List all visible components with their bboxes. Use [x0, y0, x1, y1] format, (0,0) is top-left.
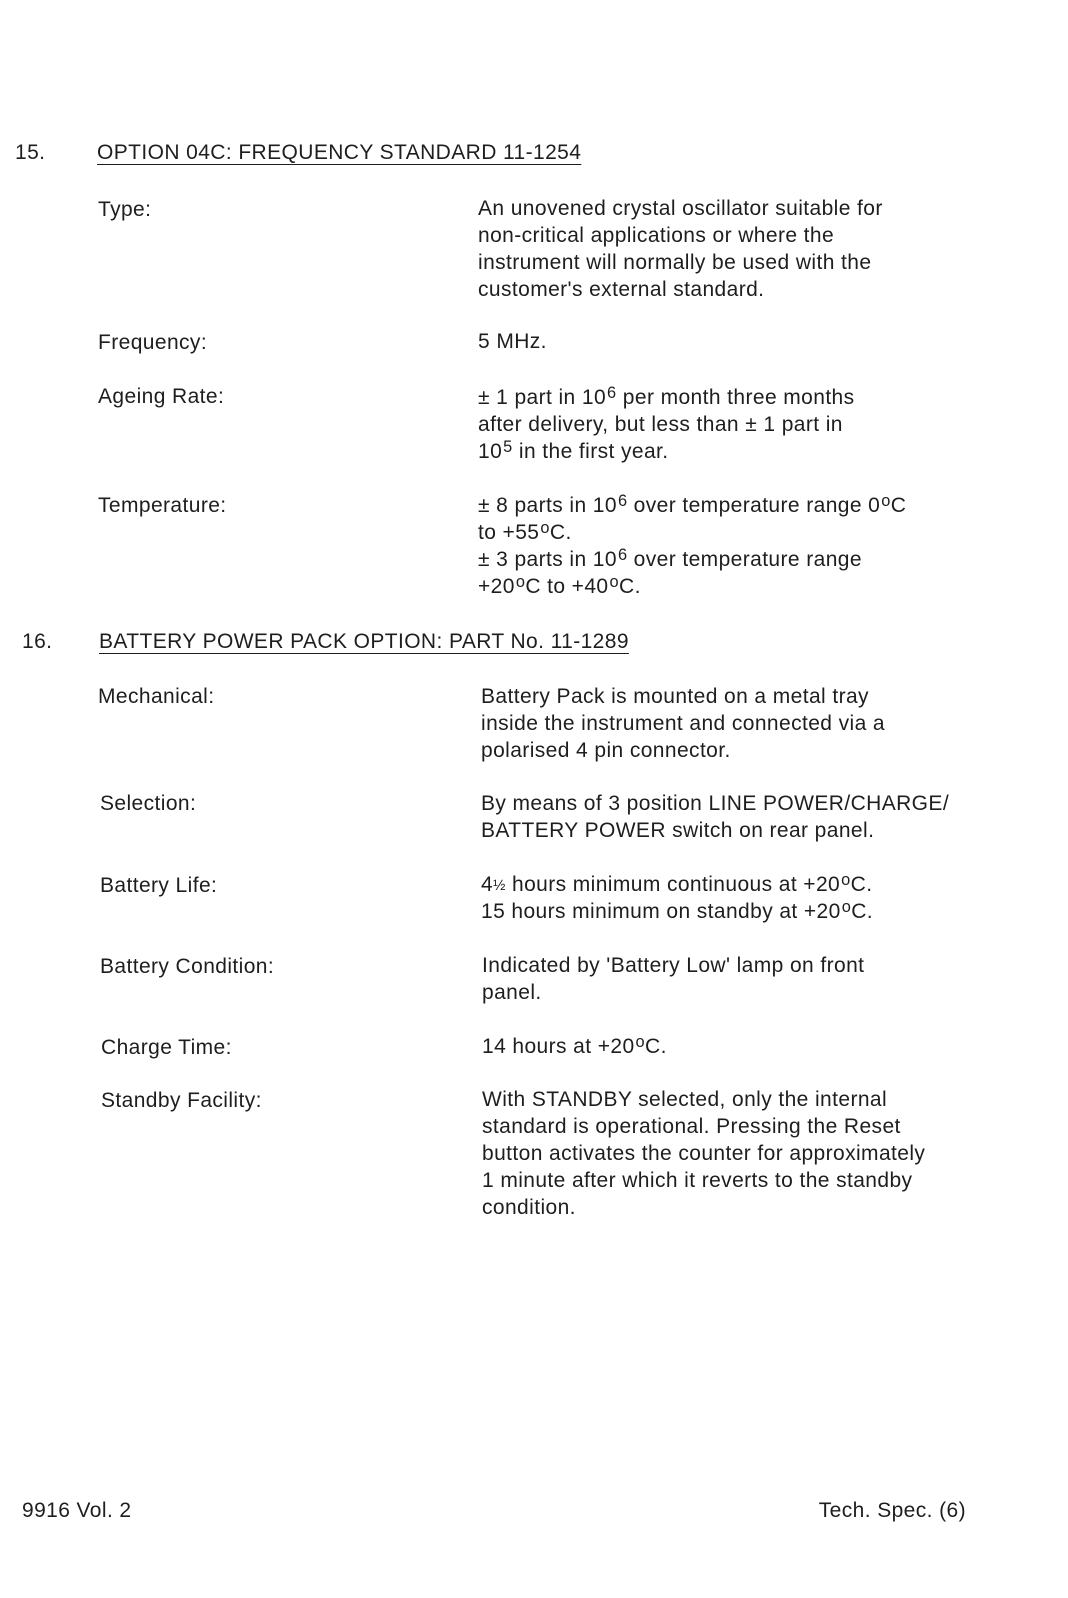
value-line: customer's external standard.	[478, 278, 765, 301]
value-line: By means of 3 position LINE POWER/CHARGE/	[481, 792, 950, 815]
section-heading: BATTERY POWER PACK OPTION: PART No. 11-1289	[99, 630, 629, 653]
footer-document-ref: 9916 Vol. 2	[22, 1499, 132, 1522]
spec-value-charge-time	[482, 1033, 667, 1060]
spec-label-battery-life: Battery Life:	[100, 874, 218, 897]
section-number: 15.	[15, 141, 46, 164]
spec-label-frequency: Frequency:	[98, 331, 208, 354]
value-line: ± 1 part in $10^6$ per month three months	[478, 384, 855, 409]
value-line: instrument will normally be used with the	[478, 251, 872, 274]
section-heading: OPTION 04C: FREQUENCY STANDARD 11-1254	[97, 141, 582, 164]
value-line: non-critical applications or where the	[478, 224, 835, 247]
value-line: polarised 4 pin connector.	[481, 739, 731, 762]
value-line: inside the instrument and connected via a	[481, 712, 885, 735]
spec-value-battery-condition	[482, 952, 864, 1006]
spec-value-ageing-rate	[478, 384, 855, 465]
spec-label-standby-facility: Standby Facility:	[101, 1089, 262, 1112]
value-line: 5 MHz.	[478, 330, 547, 353]
value-line: condition.	[482, 1196, 576, 1219]
spec-value-frequency	[478, 328, 547, 355]
spec-label-battery-condition: Battery Condition:	[100, 955, 275, 978]
spec-value-selection	[481, 790, 949, 844]
spec-label-ageing-rate: Ageing Rate:	[98, 385, 225, 408]
value-line: $+20^oC$ to $+40^oC$.	[478, 573, 641, 598]
spec-label-charge-time: Charge Time:	[101, 1036, 232, 1059]
spec-value-battery-life	[481, 871, 873, 925]
spec-value-type	[478, 195, 883, 303]
value-line: BATTERY POWER switch on rear panel.	[481, 819, 875, 842]
value-line: standard is operational. Pressing the Reset	[482, 1115, 901, 1138]
value-line: after delivery, but less than ± 1 part in	[478, 413, 843, 436]
value-line: panel.	[482, 981, 542, 1004]
value-line: Indicated by 'Battery Low' lamp on front	[482, 954, 865, 977]
value-line: Battery Pack is mounted on a metal tray	[481, 685, 869, 708]
spec-value-mechanical	[481, 683, 885, 764]
value-line: An unovened crystal oscillator suitable for	[478, 197, 883, 220]
spec-label-type: Type:	[98, 198, 152, 221]
value-line: $10^5$ in the first year.	[478, 438, 669, 463]
value-line: button activates the counter for approximately	[482, 1142, 926, 1165]
value-line: ± 8 parts in $10^6$ over temperature range 0$^o$C	[478, 492, 907, 517]
section-number: 16.	[22, 630, 53, 653]
value-line: 1 minute after which it reverts to the standby	[482, 1169, 913, 1192]
footer-page-ref: Tech. Spec. (6)	[818, 1499, 966, 1522]
spec-value-standby-facility	[482, 1086, 925, 1221]
value-line: 15 hours minimum on standby at $+20^oC$.	[481, 898, 874, 923]
spec-value-temperature	[478, 492, 906, 600]
value-line: to $+55^oC$.	[478, 519, 572, 544]
value-line: With STANDBY selected, only the internal	[482, 1088, 888, 1111]
spec-label-temperature: Temperature:	[98, 494, 227, 517]
value-line: ± 3 parts in $10^6$ over temperature range	[478, 546, 862, 571]
spec-label-mechanical: Mechanical:	[98, 685, 215, 708]
spec-label-selection: Selection:	[100, 792, 197, 815]
value-line: 14 hours at $+20^oC$.	[482, 1033, 667, 1058]
value-line: 4½ hours minimum continuous at $+20^oC$.	[481, 871, 873, 896]
